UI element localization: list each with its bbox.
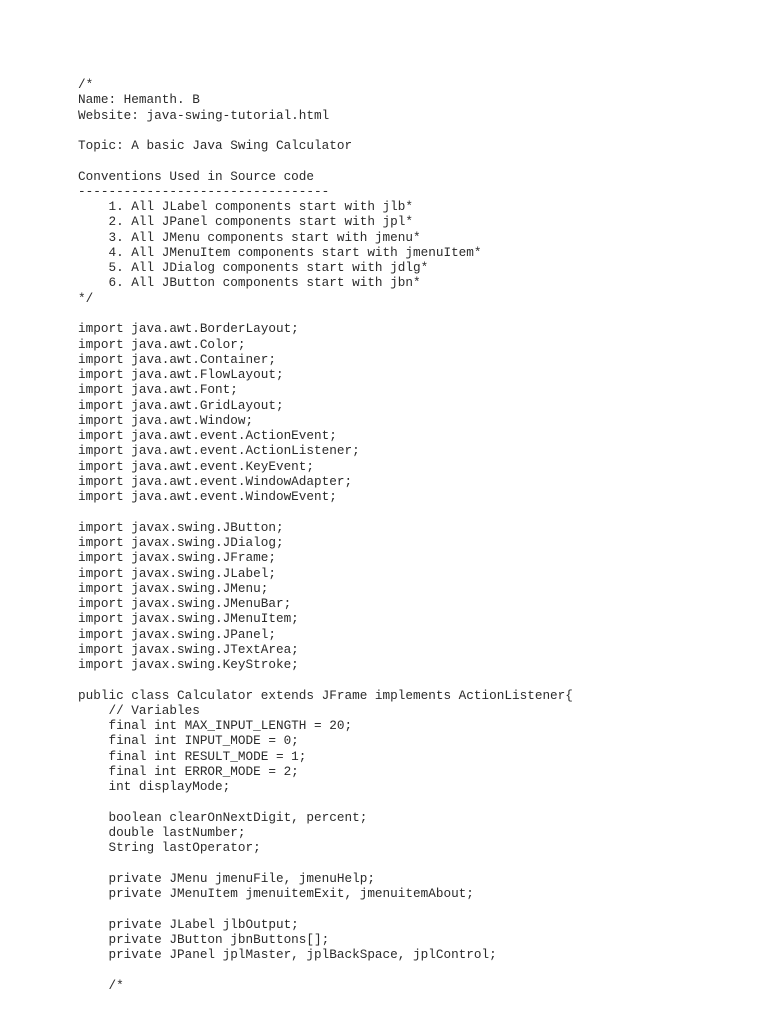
- code-line: Name: Hemanth. B: [78, 92, 200, 108]
- code-line: public class Calculator extends JFrame implements ActionListener{: [78, 687, 573, 703]
- code-line: ---------------------------------: [78, 183, 330, 199]
- code-line: import java.awt.FlowLayout;: [78, 367, 284, 383]
- code-line: 5. All JDialog components start with jdlg*: [78, 260, 429, 276]
- code-line: [78, 901, 573, 916]
- code-line: import java.awt.Color;: [78, 336, 246, 352]
- code-line: import javax.swing.JPanel;: [78, 626, 276, 642]
- code-line: [78, 123, 573, 138]
- code-line: 3. All JMenu components start with jmenu*: [78, 229, 421, 245]
- code-line: /*: [78, 977, 124, 993]
- code-line: import javax.swing.JMenuBar;: [78, 596, 292, 612]
- code-line: final int RESULT_MODE = 1;: [78, 748, 307, 764]
- code-line: [78, 672, 573, 687]
- code-line: private JButton jbnButtons[];: [78, 931, 330, 947]
- code-line: int displayMode;: [78, 779, 231, 795]
- code-line: import javax.swing.JTextArea;: [78, 641, 299, 657]
- code-line: import java.awt.event.ActionListener;: [78, 443, 360, 459]
- code-line: final int MAX_INPUT_LENGTH = 20;: [78, 718, 353, 734]
- code-line: [78, 306, 573, 321]
- code-line: import java.awt.event.ActionEvent;: [78, 428, 337, 444]
- code-line: import java.awt.GridLayout;: [78, 397, 284, 413]
- code-line: [78, 153, 573, 168]
- code-line: [78, 962, 573, 977]
- code-line: [78, 504, 573, 519]
- code-line: final int INPUT_MODE = 0;: [78, 733, 299, 749]
- source-code-block: [78, 77, 573, 993]
- code-line: 2. All JPanel components start with jpl*: [78, 214, 414, 230]
- code-line: Conventions Used in Source code: [78, 168, 315, 184]
- code-line: Topic: A basic Java Swing Calculator: [78, 138, 353, 154]
- code-line: import javax.swing.JButton;: [78, 519, 284, 535]
- code-line: /*: [78, 77, 94, 92]
- code-line: 6. All JButton components start with jbn*: [78, 275, 421, 291]
- code-line: import javax.swing.JMenuItem;: [78, 611, 299, 627]
- code-line: import javax.swing.JDialog;: [78, 534, 284, 550]
- code-line: import java.awt.BorderLayout;: [78, 321, 299, 337]
- code-line: 4. All JMenuItem components start with jmenuItem*: [78, 244, 482, 260]
- code-line: import java.awt.event.WindowEvent;: [78, 489, 337, 505]
- code-line: boolean clearOnNextDigit, percent;: [78, 809, 368, 825]
- code-line: private JMenuItem jmenuitemExit, jmenuitemAbout;: [78, 886, 474, 902]
- code-line: String lastOperator;: [78, 840, 261, 856]
- code-line: import javax.swing.JFrame;: [78, 550, 276, 566]
- code-line: 1. All JLabel components start with jlb*: [78, 199, 414, 215]
- code-line: private JPanel jplMaster, jplBackSpace, jplControl;: [78, 947, 497, 963]
- code-line: [78, 794, 573, 809]
- code-line: import javax.swing.KeyStroke;: [78, 657, 299, 673]
- code-line: import java.awt.Window;: [78, 412, 254, 428]
- code-line: final int ERROR_MODE = 2;: [78, 763, 299, 779]
- code-line: import java.awt.event.WindowAdapter;: [78, 473, 353, 489]
- code-line: [78, 856, 573, 871]
- code-line: double lastNumber;: [78, 825, 246, 841]
- code-line: private JMenu jmenuFile, jmenuHelp;: [78, 870, 375, 886]
- code-line: // Variables: [78, 702, 200, 718]
- code-line: import java.awt.event.KeyEvent;: [78, 458, 315, 474]
- code-line: private JLabel jlbOutput;: [78, 916, 299, 932]
- code-line: import javax.swing.JLabel;: [78, 565, 276, 581]
- code-line: */: [78, 290, 94, 306]
- code-line: Website: java-swing-tutorial.html: [78, 107, 330, 123]
- code-line: import java.awt.Container;: [78, 351, 276, 367]
- code-line: import javax.swing.JMenu;: [78, 580, 269, 596]
- code-line: import java.awt.Font;: [78, 382, 238, 398]
